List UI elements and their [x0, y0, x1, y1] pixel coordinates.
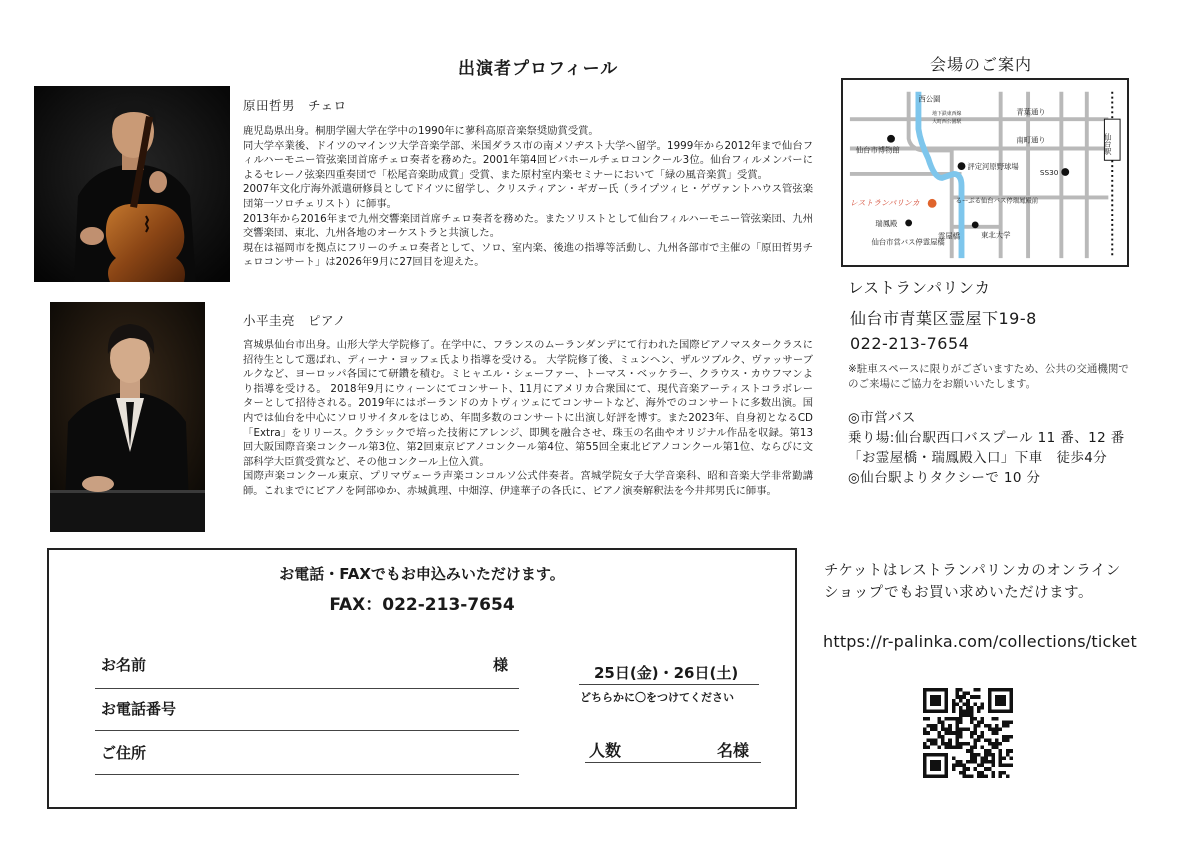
map-label-city-bus: 仙台市営バス停霊屋橋	[871, 237, 945, 247]
map-label-tohoku-univ: 東北大学	[981, 230, 1011, 240]
access-line: 乗り場:仙台駅西口バスプール 11 番、12 番	[848, 430, 1125, 446]
map-label-baseball: 評定河原野球場	[967, 162, 1019, 172]
bio-paragraph: 宮城県仙台市出身。山形大学大学院修了。在学中に、フランスのムーランダンデにて行われた国際ピアノマスタークラスに招待生として選ばれ、ディーナ・ヨッフェ氏より指導を受ける。 大学院修了後、ミュンヘン、ザルツブルク、ヴァッサーブルクなど、ヨーロッパ各国にて研鑽を積む。ミヒャエル・シェーファー、トーマス・ベッケラー、クラウス・カウフマンより指導を受ける。 2018年9月にウィーンにてコンサート、11月にアメリカ合衆国にて、現代音楽アーティストコラボレーターとして招待される。2019年にはポーランドのカトヴィツェにてコンサートなど、海外でのコンサートに多数出演。国内では仙台を中心にソロリサイタルをはじめ、年間多数のコンサートに出演し好評を博す。また2023年、自身初となるCD「Extra」をリリース。クラシックで培った技術にアレンジ、即興を融合させ、珠玉の名曲やオリジナル作品を収録。第13回大阪国際音楽コンクール第3位、第2回東京ピアノコンクール第4位、第55回全東北ピアノコンクール第1位、ならびに文部科学大臣賞受賞など、その他コンクール上位入賞。	[243, 339, 813, 468]
date-line	[579, 684, 759, 685]
performer-bio-piano	[243, 338, 813, 499]
phone-field-line[interactable]	[95, 730, 519, 731]
name-honorific: 様	[493, 656, 509, 674]
qr-code[interactable]	[923, 688, 1013, 778]
ticket-info	[824, 560, 1164, 604]
map-label-aoba-dori: 青葉通り	[1016, 107, 1046, 117]
address-field-label: ご住所	[101, 744, 147, 762]
map-label-subway-station: 大町西公園駅	[932, 119, 962, 126]
performer-name-cello: 原田哲男 チェロ	[243, 98, 347, 113]
ticket-text-line: チケットはレストランパリンカのオンライン	[824, 563, 1121, 579]
map-label-reiyabashi: 霊屋橋	[938, 231, 961, 241]
map-label-museum: 仙台市博物館	[855, 145, 900, 155]
map-label-ss30: SS30	[1039, 167, 1059, 177]
phone-field-label: お電話番号	[101, 700, 177, 718]
bio-paragraph: 同大学卒業後、ドイツのマインツ大学音楽学部、米国ダラス市の南メソヂスト大学へ留学。1999年から2012年まで仙台フィルハーモニー管弦楽団首席チェロ奏者を務めた。2001年第4回ビバホールチェロコンクール3位。仙台フィルメンバーによるセレーノ弦楽四重奏団で「松尾音楽助成賞」受賞、また原村室内楽セミナーにおいて「緑の風音楽賞」受賞。	[243, 139, 813, 181]
bio-paragraph: 2013年から2016年まで九州交響楽団首席チェロ奏者を務めた。またソリストとして仙台フィルハーモニー管弦楽団、九州交響楽団、東北、九州各地のオーケストラと共演した。	[243, 212, 813, 240]
ticket-url-link[interactable]: https://r-palinka.com/collections/ticket	[823, 632, 1137, 651]
bio-paragraph: 鹿児島県出身。桐朋学園大学在学中の1990年に蓼科高原音楽祭奨励賞受賞。	[243, 125, 599, 137]
date-note: どちらかに〇をつけてください	[580, 691, 734, 704]
ticket-text-line: ショップでもお買い求めいただけます。	[824, 585, 1093, 601]
count-unit: 名様	[717, 741, 750, 760]
name-field-line[interactable]	[95, 688, 519, 689]
application-form	[47, 548, 797, 809]
address-field-line[interactable]	[95, 774, 519, 775]
form-fax: FAX：022-213-7654	[329, 595, 515, 615]
date-options[interactable]: 25日(金)・26日(土)	[594, 664, 739, 682]
map-label-bus-stop: るーぷる仙台バス停瑞鳳殿前	[955, 197, 1039, 205]
cellist-photo	[34, 86, 230, 282]
venue-name: レストランパリンカ	[848, 279, 991, 297]
map-label-sendai-station: 仙台駅	[1103, 132, 1113, 155]
parking-note: ※駐車スペースに限りがございますため、公共の交通機関でのご来場にご協力をお願いいたします。	[848, 363, 1129, 390]
bio-paragraph: 国際声楽コンクール東京、プリマヴェーラ声楽コンコルソ公式伴奏者。宮城学院女子大学音楽科、昭和音楽大学非常勤講師。これまでにピアノを阿部ゆか、赤城眞理、中畑淳、伊達華子の各氏に、ピアノ演奏解釈法を今井邦男氏に師事。	[243, 470, 813, 497]
count-label: 人数	[589, 741, 622, 760]
map-label-subway: 地下鉄東西線	[932, 111, 962, 118]
pianist-photo	[50, 302, 205, 532]
venue-phone: 022-213-7654	[850, 334, 970, 353]
map-label-zuihoden: 瑞鳳殿	[875, 218, 898, 228]
performer-name-piano: 小平圭亮 ピアノ	[243, 313, 347, 328]
map-label-restaurant: レストランパリンカ	[849, 198, 920, 208]
venue-map	[841, 78, 1129, 267]
access-info	[848, 408, 1158, 488]
venue-heading: 会場のご案内	[930, 55, 1033, 74]
access-line: ◎市営バス	[848, 410, 916, 426]
map-drawing	[843, 80, 1127, 265]
bio-paragraph: 現在は福岡市を拠点にフリーのチェロ奏者として、ソロ、室内楽、後進の指導等活動し、九州各部市で主催の「原田哲男チェロコンサート」は2026年9月に27回目を迎えた。	[243, 241, 813, 269]
performer-bio-cello	[243, 124, 813, 270]
count-field-line[interactable]	[585, 762, 761, 763]
access-line: 「お霊屋橋・瑞鳳殿入口」下車 徒歩4分	[848, 450, 1108, 466]
profile-heading: 出演者プロフィール	[458, 59, 619, 79]
venue-address: 仙台市青葉区霊屋下19-8	[850, 309, 1037, 328]
form-intro: お電話・FAXでもお申込みいただけます。	[279, 565, 565, 583]
bio-paragraph: 2007年文化庁海外派遣研修員としてドイツに留学し、クリスティアン・ギガー氏（ライプツィヒ・ゲヴァントハウス管弦楽団第一ソロチェリスト）に師事。	[243, 183, 813, 210]
map-label-minamimachi-dori: 南町通り	[1016, 135, 1046, 145]
name-field-label: お名前	[101, 656, 147, 674]
access-line: ◎仙台駅よりタクシーで 10 分	[848, 470, 1041, 486]
map-label-nishikoen: 西公園	[918, 94, 941, 104]
